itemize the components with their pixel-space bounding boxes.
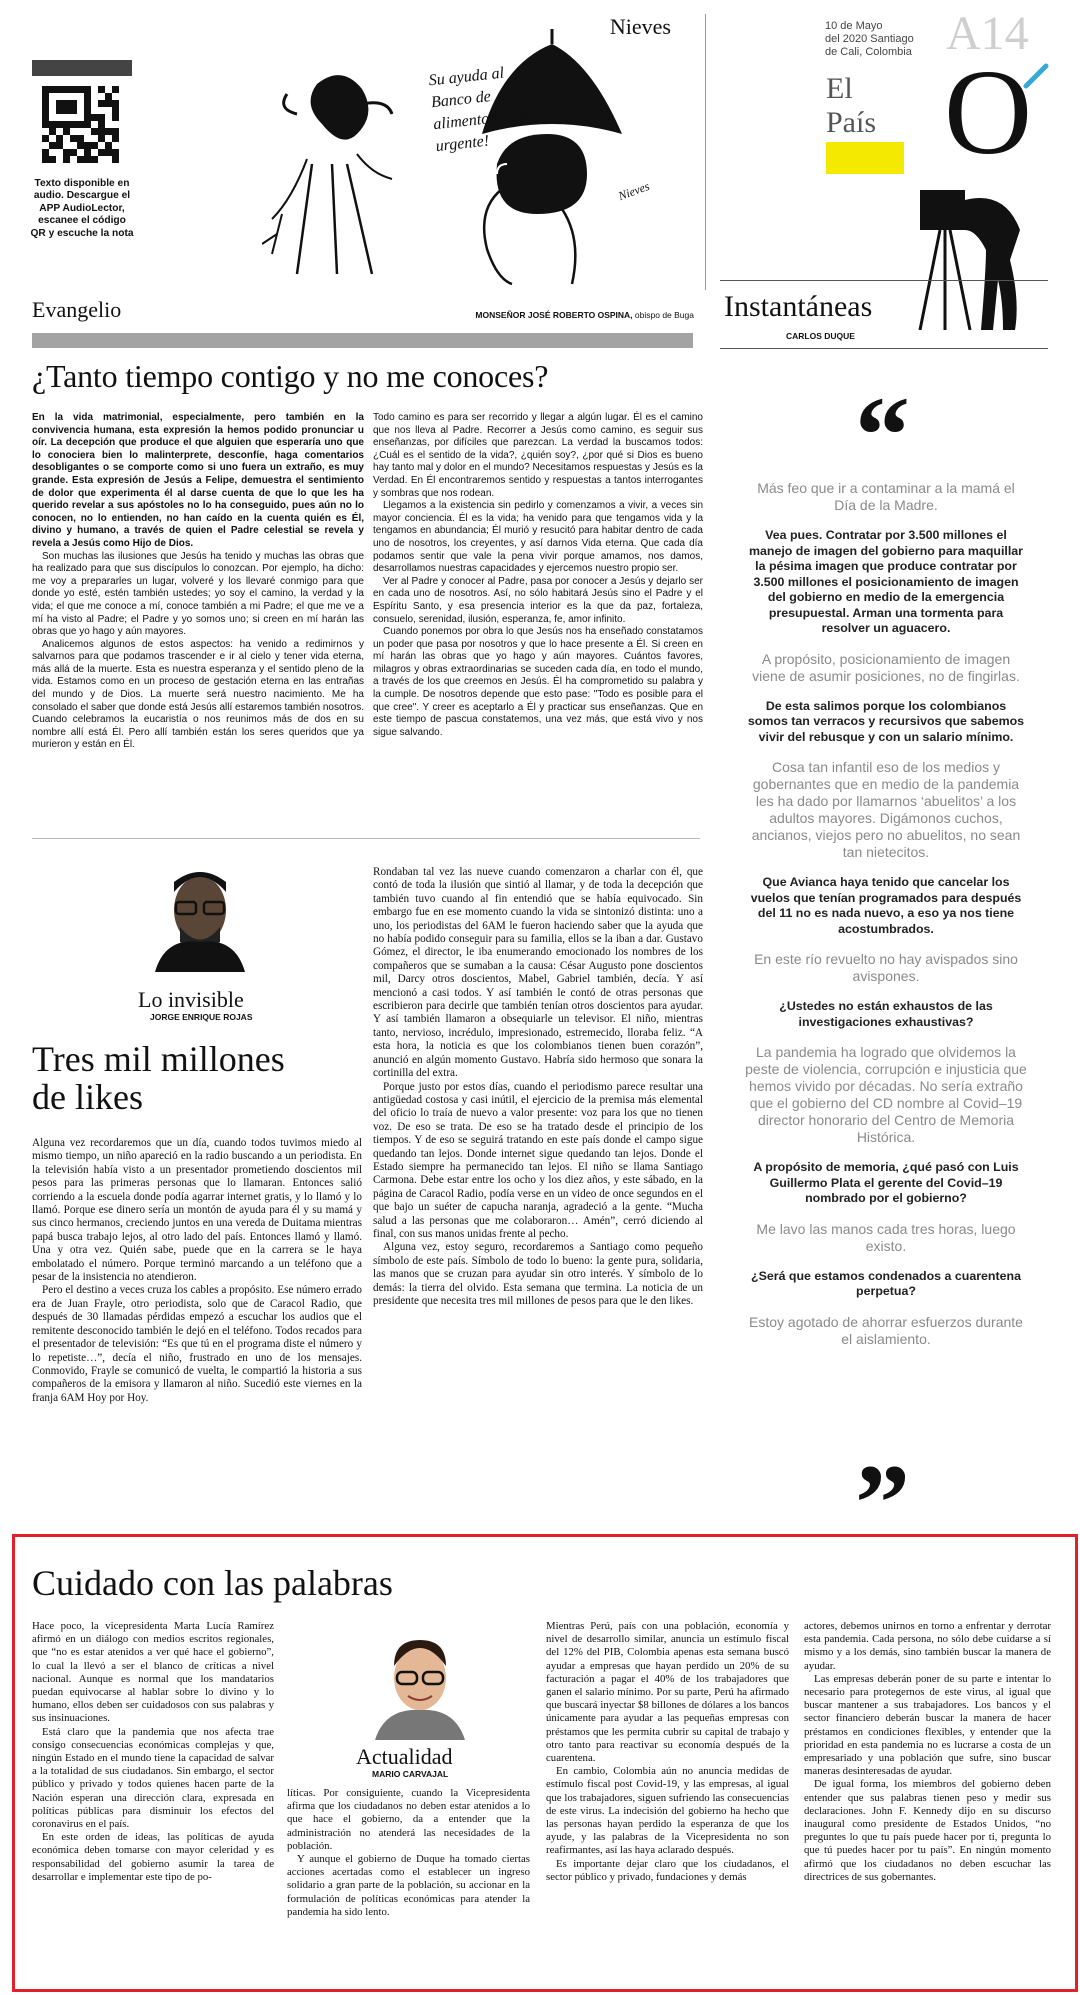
- date-line-1: 10 de Mayo: [825, 20, 883, 32]
- instantanea-item: Me lavo las manos cada tres horas, luego existo.: [756, 1220, 1016, 1254]
- close-quote-icon: ”: [855, 1442, 910, 1564]
- invisible-paragraph: Alguna vez, estoy seguro, recordaremos a Santiago como pequeño símbolo de este país. Símbolo de todo lo bueno: la gente pura, solidaria, las manos que se cruzan para ayudar sin otro interés. Y símbolo de lo demás: la tierra del olvido. Esta semana que termina. La noticia de un presidente que necesita tres mil millones de pesos para que le den likes.: [373, 1241, 703, 1307]
- actualidad-col-2: [287, 1787, 530, 1919]
- evangelio-byline: [420, 310, 694, 320]
- actualidad-author: MARIO CARVAJAL: [372, 1769, 449, 1779]
- author-photo-rojas: [150, 862, 250, 972]
- evangelio-paragraph: Ver al Padre y conocer al Padre, pasa por conocer a Jesús y dejarlo ser en cada uno de nosotros. Así, no sólo habitará Jesús sino el Padre y el Espíritu Santo, y esa presencia interior es la que da paz, fortaleza, consuelo, serenidad, ilusión, esperanza, fe, amor infinito.: [373, 575, 703, 625]
- instantaneas-rule-bottom: [720, 348, 1048, 349]
- actualidad-col-1: [32, 1620, 274, 1884]
- instantanea-item: Vea pues. Contratar por 3.500 millones el manejo de imagen del gobierno para maquillar la pésima imagen que produce contratar por 3.500 millones el posicionamiento de imagen del gobierno en medio de la emergencia presupuestal. Arman una tormenta para resolver un aguacero.: [748, 528, 1024, 635]
- instantanea-item: A propósito de memoria, ¿qué pasó con Luis Guillermo Plata el gerente del Covid–19 nombrado por el gobierno?: [753, 1160, 1019, 1205]
- invisible-paragraph: Rondaban tal vez las nueve cuando comenzaron a charlar con él, que contó de toda la ilusión que sintió al llamar, y de toda la decepción que también tuvo cuando al fin entendió que se había equivocado. Sin embargo fue en ese momento cuando la vida se sintonizó distinta: uno a uno, los periodistas del 6AM le fueron haciendo saber que la ayuda que no había podido conseguir para su familia, ellos se la iban a dar. Gustavo Gómez, el director, le iba enumerando emocionado los nombres de los compañeros que se sumaban a la causa: César Augusto pone doscientos mil, Darcy otros doscientos, Mabel, Gabriel también, decía. Y así mencionó a casi todos. Y así también le contó de otras personas que escribieron para decirle que también tenían otros doscientos para ayudar. Y así también llamaron a obsequiarle un televisor. El niño, mientras tanto, nervioso, incrédulo, impresionado, estremecido, lloraba feliz. “A esta hora, la noticia es que los colombianos tienen buen corazón”, anunció en algún momento Gustavo. Habría sido hermoso que sonara la cortinilla del extra.: [373, 866, 703, 1080]
- audio-note: Texto disponible en audio. Descargue el APP AudioLector, escanee el código QR y escuche la nota: [30, 178, 134, 239]
- actualidad-paragraph: En cambio, Colombia aún no anuncia medidas de estímulo fiscal post Covid-19, y las empresas, al igual que los trabajadores, siguen sufriendo las consecuencias de este virus. La indecisión del gobierno ha hecho que las personas hayan perdido la esperanza de que los ayude, y las palabras de la Vicepresidenta no son reafirmantes, así las haya aclarado después.: [546, 1765, 789, 1857]
- date-line-2: del 2020 Santiago: [825, 33, 914, 45]
- cartoon-caption: Su ayuda al Banco de alimentos es muy urgente!: [427, 64, 544, 156]
- actualidad-paragraph: líticas. Por consiguiente, cuando la Vicepresidenta afirma que los ciudadanos no deben estar atenidos a lo que hace el gobierno, da a entender que la administración no atenderá las necesidades de la población.: [287, 1787, 530, 1852]
- actualidad-paragraph: actores, debemos unirnos en torno a enfrentar y derrotar esta pandemia. Cada persona, no sólo debe cuidarse a sí mismo y a los demás, sino también buscar la manera de ayudar.: [804, 1620, 1051, 1672]
- instantanea-item: A propósito, posicionamiento de imagen viene de asumir posiciones, no de fingirlas.: [752, 650, 1020, 684]
- actualidad-col-3: [546, 1620, 789, 1884]
- elpais-logo: [826, 72, 906, 174]
- instantaneas-rule-top: [720, 280, 1048, 281]
- evangelio-paragraph: Analicemos algunos de estos aspectos: ha venido a redimirnos y salvarnos para que podamos trascender e ir al cielo y tener vida eterna, más allá de la muerte. Esta es nuestra esperanza y el sentido pleno de la vida. Estamos como en un proceso de gestación eterna en las entrañas del mundo y de Dios. La muerte será nuestro nacimiento. Me ha consolado el saber que donde está Jesús allí estaremos también nosotros. Cuando celebramos la eucaristía o nos reunimos más de dos en su nombre allí está Él. Pero allí también están los seres queridos que ya murieron y están en Él.: [32, 638, 364, 751]
- author-photo-carvajal: [370, 1632, 470, 1740]
- instantaneas-section-title: Instantáneas: [724, 290, 873, 323]
- actualidad-paragraph: En este orden de ideas, las políticas de ayuda económica deben tomarse con mayor celeridad y es responsabilidad del gobierno asumir la tarea de desarrollar e implementar este tipo de po-: [32, 1831, 274, 1883]
- invisible-headline-line-1: Tres mil millones: [32, 1039, 285, 1079]
- instantanea-item: La pandemia ha logrado que olvidemos la peste de violencia, corrupción e injusticia que hemos vivido por décadas. No sería extraño que el gobierno del CD nombre al Covid–19 director honorario del Centro de Memoria Histórica.: [745, 1044, 1027, 1145]
- evangelio-paragraph: Cuando ponemos por obra lo que Jesús nos ha enseñado constatamos un poder que pasa por nosotros y que lo hace presente a Él. Si creen en mí harán las obras que yo hago y aún mayores. Cuántos favores, milagros y obras extraordinarias se suceden cada día, en todo el mundo, a través de los que creemos en Jesús. Él ha comprometido su palabra y la cumple. De nosotros depende que esto pase: "Todo es posible para el que cree". Y creer es aceptarlo a Él y practicar sus enseñanzas. Que en este tiempo de pascua constatemos, una vez más, que está vivo y nos sigue salvando.: [373, 626, 703, 738]
- actualidad-section-title: Actualidad: [356, 1744, 453, 1769]
- instantanea-item: ¿Ustedes no están exhaustos de las investigaciones exhaustivas?: [779, 999, 993, 1029]
- actualidad-paragraph: De igual forma, los miembros del gobierno deben entender que sus palabras tienen peso y medir sus declaraciones. John F. Kennedy dijo en su discurso inaugural como presidente de Estados Unidos, “no preguntes lo que tu país puede hacer por ti, pregunta lo que tú puedes hacer por tu país”. En ningún momento afirmó que los ciudadanos no deben escuchar las directrices de sus gobernantes.: [804, 1778, 1051, 1883]
- actualidad-paragraph: Y aunque el gobierno de Duque ha tomado ciertas acciones acertadas como el establecer un ingreso solidario a gran parte de la población, su accionar en la formulación de políticas económicas para atender la pandemia ha sido lento.: [287, 1853, 530, 1918]
- invisible-headline: [32, 1040, 285, 1116]
- logo-text: El País: [826, 72, 877, 139]
- instantaneas-author: CARLOS DUQUE: [786, 331, 855, 341]
- evangelio-paragraph: Llegamos a la existencia sin pedirlo y comenzamos a vivir, a veces sin mayor conciencia. Él es la vida; ha venido para que tengamos vida y la tengamos en abundancia; Él murió y resucitó para habitar dentro de cada uno de nosotros, los creyentes, y así darnos Vida eterna. Que cada día podamos sentir que vale la pena vivir porque amamos, nos damos, desarrollamos nuestras capacidades y ejercemos nuestro propio ser.: [373, 500, 703, 575]
- logo-letter: O: [944, 45, 1033, 180]
- page-number: A14: [946, 7, 1029, 60]
- actualidad-headline: Cuidado con las palabras: [32, 1563, 393, 1603]
- evangelio-lead: En la vida matrimonial, especialmente, pero también en la convivencia humana, esta expresión la hemos podido pronunciar u oír. La decepción que produce el que alguien que esperaría uno que lo conociera bien lo malinterprete, desconfíe, haga comentarios desobligantes o se comporte como si uno fuera un extraño, es muy grande. Esta expresión de Jesús a Felipe, demuestra el sentimiento de dolor que experimenta él al darse cuenta de que lo que les ha querido revelar a sus apóstoles no lo ha conseguido, pues aún no lo conocen, no lo entienden, no han caído en la cuenta quién es Él, divino y humano, a través de quien el Padre celestial se revela y revela a Jesús como Hijo de Dios.: [32, 412, 364, 549]
- evangelio-paragraph: Todo camino es para ser recorrido y llegar a algún lugar. Él es el camino que nos lleva al Padre. Recorrer a Jesús como camino, es seguir sus enseñanzas, por difíciles que parezcan. La verdad la buscamos todos: ¿Cuál es el sentido de la vida?, ¿quién soy?, ¿por qué si Dios es bueno hay tanto mal y dolor en el mundo? Necesitamos respuestas y Jesús es la Verdad. En Él encontraremos sentido y respuestas a tantos interrogantes y sombras que nos rodean.: [373, 412, 703, 499]
- column-divider: [32, 838, 700, 839]
- invisible-section-title: Lo invisible: [138, 987, 244, 1012]
- evangelio-col-2: [373, 412, 703, 739]
- instantaneas-list: [745, 480, 1027, 1362]
- evangelio-headline: ¿Tanto tiempo contigo y no me conoces?: [32, 358, 549, 394]
- evangelio-rule: [32, 333, 693, 348]
- actualidad-paragraph: Las empresas deberán poner de su parte e intentar lo necesario para protegernos de este virus, al igual que buscar mantener a sus trabajadores. Los bancos y el sector financiero deberán buscar la manera de hacer préstamos en condiciones flexibles, y entender que la prioridad en esta pandemia no es lucrarse a costa de un empresariado y una población que sufre, sino buscar maneras desinteresadas de ayudar.: [804, 1672, 1051, 1778]
- evangelio-author: MONSEÑOR JOSÉ ROBERTO OSPINA,: [475, 310, 633, 320]
- invisible-paragraph: Porque justo por estos días, cuando el periodismo parece resultar una antigüedad costosa y casi inútil, el ejercicio de la premisa más elemental del oficio lo traía de nuevo a valor presente: voz para los que no tienen voz. De eso se trata. De eso se ha tratado desde el principio de los tiempos. Y de eso se seguirá tratando en este país donde el campo sigue quedando tan lejos. Donde internet sigue quedando tan lejos. Donde el Estado siempre ha permanecido tan lejos. El niño se llama Santiago Carmona. Debe estar entre los ocho y los diez años, y este sábado, en la página de Caracol Radio, podía verse en un video de once segundos en el que bajo un suéter de capucha naranja, agradeció a la gente. “Mucha salud a las personas que me colaboraron… Amén”, cerró diciendo al final, con sus manos unidas frente al pecho.: [373, 1080, 703, 1240]
- invisible-author: JORGE ENRIQUE ROJAS: [150, 1012, 253, 1022]
- section-title: Nieves: [609, 14, 671, 39]
- instantanea-item: Estoy agotado de ahorrar esfuerzos durante el aislamiento.: [749, 1313, 1023, 1347]
- actualidad-col-4: [804, 1620, 1051, 1884]
- cartoon-signature: Nieves: [616, 178, 652, 204]
- instantanea-item: Que Avianca haya tenido que cancelar los vuelos que tenían programados para después del 11 no es nada nuevo, a eso ya nos tiene acostumbrados.: [750, 875, 1022, 936]
- instantanea-item: De esta salimos porque los colombianos somos tan verracos y recursivos que sabemos vivir del rebusque y con un salario mínimo.: [747, 698, 1025, 744]
- instantanea-item: Cosa tan infantil eso de los medios y gobernantes que en medio de la pandemia les ha dado por llamarnos ‘abuelitos’ a los adultos mayores. Digámonos cuchos, ancianos, viejos pero no abuelitos, no sean tan nietecitos.: [751, 759, 1021, 860]
- actualidad-paragraph: Mientras Perú, país con una población, economía y nivel de desarrollo similar, anuncia un estímulo fiscal del 12% del PIB, Colombia apenas esta semana buscó ayudar a empresas que hayan perdido un 20% de su facturación a pagar el 40% de los trabajadores que ganen el salario mínimo. Por su parte, Perú ha afirmado que buscará inyectar $8 billones de dólares a los bancos únicamente para ayudar a las pequeñas empresas con préstamos que les permita cubrir su capital de trabajo y otro tanto para reactivar su economía después de la cuarentena.: [546, 1620, 789, 1765]
- evangelio-paragraph: Son muchas las ilusiones que Jesús ha tenido y muchas las obras que ha realizado para que sus discípulos lo conozcan. Por ejemplo, ha dicho: me voy a prepararles un lugar, volveré y los llevaré conmigo para que donde yo esté, estén también ustedes; yo soy el camino, la verdad y la vida; el que me conoce a mí, conoce también a mi Padre; el que me ve a mí ha visto al Padre; el Padre y yo somos uno; si creen en mí harán las obras que yo hago y aún mayores.: [32, 550, 364, 638]
- date-line: [825, 20, 914, 59]
- open-quote-icon: “: [855, 374, 910, 496]
- invisible-headline-line-2: de likes: [32, 1077, 143, 1117]
- instantanea-item: Más feo que ir a contaminar a la mamá el Día de la Madre.: [757, 480, 1015, 513]
- actualidad-paragraph: Es importante dejar claro que los ciudadanos, el sector público y privado, fundaciones y demás: [546, 1857, 789, 1883]
- invisible-paragraph: Pero el destino a veces cruza los cables a propósito. Ese número errado era de Juan Frayle, otro periodista, solo que de Caracol Radio, que después de 30 llamadas pérdidas empezó a escuchar los audios que el remitente desconocido también le dejó en el teléfono. Todos recados para el presentador de televisión: “Es que tú en el programa diste el número y lo repetiste…”, decía el niño, frustrado en uno de los mensajes. Conmovido, Frayle se comunicó de vuelta, le compartió la historia a sus compañeros de la emisora y llamaron al niño. Sucedió este viernes en la franja 6AM Hoy por Hoy.: [32, 1284, 362, 1404]
- invisible-paragraph: Alguna vez recordaremos que un día, cuando todos tuvimos miedo al mismo tiempo, un niño apareció en la radio buscando a un periodista. En la televisión había visto a un presentador prometiendo doscientos mil pesos para las primeras personas que lo llamaran. Entonces salió corriendo a la escuela donde podía agarrar internet gratis, y lo llamó y lo llamó. Porque ese dinero sería un montón de ayuda para él y su mamá y sus cinco hermanos, creciendo juntos en una vereda de Duitama mientras papá busca trabajo lejos, al otro lado del país. Entonces llamó y llamó. Una y otra vez. Quién sabe, puede que en la carrera se le haya embolatado el número. Porque terminó marcando a un teléfono que a pesar de la insistencia no atendieron.: [32, 1137, 362, 1284]
- audio-bar: [32, 60, 132, 76]
- pen-icon: [1022, 60, 1052, 90]
- invisible-col-1: [32, 1137, 362, 1405]
- date-line-3: de Cali, Colombia: [825, 46, 912, 58]
- instantanea-item: En este río revuelto no hay avispados sino avispones.: [754, 951, 1018, 984]
- evangelio-author-role: obispo de Buga: [632, 310, 694, 320]
- photographer-illustration: [900, 180, 1050, 330]
- instantanea-item: ¿Será que estamos condenados a cuarentena perpetua?: [751, 1268, 1021, 1298]
- logo-yellow-bar: [826, 142, 904, 174]
- actualidad-paragraph: Está claro que la pandemia que nos afecta trae consigo consecuencias económicas complejas y que, ningún Estado en el mundo tiene la capacidad de salvar a la totalidad de sus ciudadanos. Sin embargo, el sector público y privado y todos quienes hacen parte de la Nación esperan una dirección clara, expresada en políticas públicas para disminuir los efectos del coronavirus en el país.: [32, 1725, 274, 1831]
- cartoon-frame: [262, 14, 706, 290]
- actualidad-paragraph: Hace poco, la vicepresidenta Marta Lucía Ramírez afirmó en un diálogo con medios escritos regionales, que “no es estar atenidos a ver qué hace el gobierno”, lo cual la llevó a ser el blanco de críticas a nivel nacional. Aunque es normal que los mandatarios puedan equivocarse al hablar sobre lo divino y lo humano, ellos deben ser cuidadosos con sus palabras y sus insinuaciones.: [32, 1620, 274, 1725]
- evangelio-col-1: [32, 412, 364, 752]
- invisible-col-2: [373, 866, 703, 1308]
- qr-code[interactable]: [42, 86, 119, 163]
- evangelio-section-title: Evangelio: [32, 297, 122, 322]
